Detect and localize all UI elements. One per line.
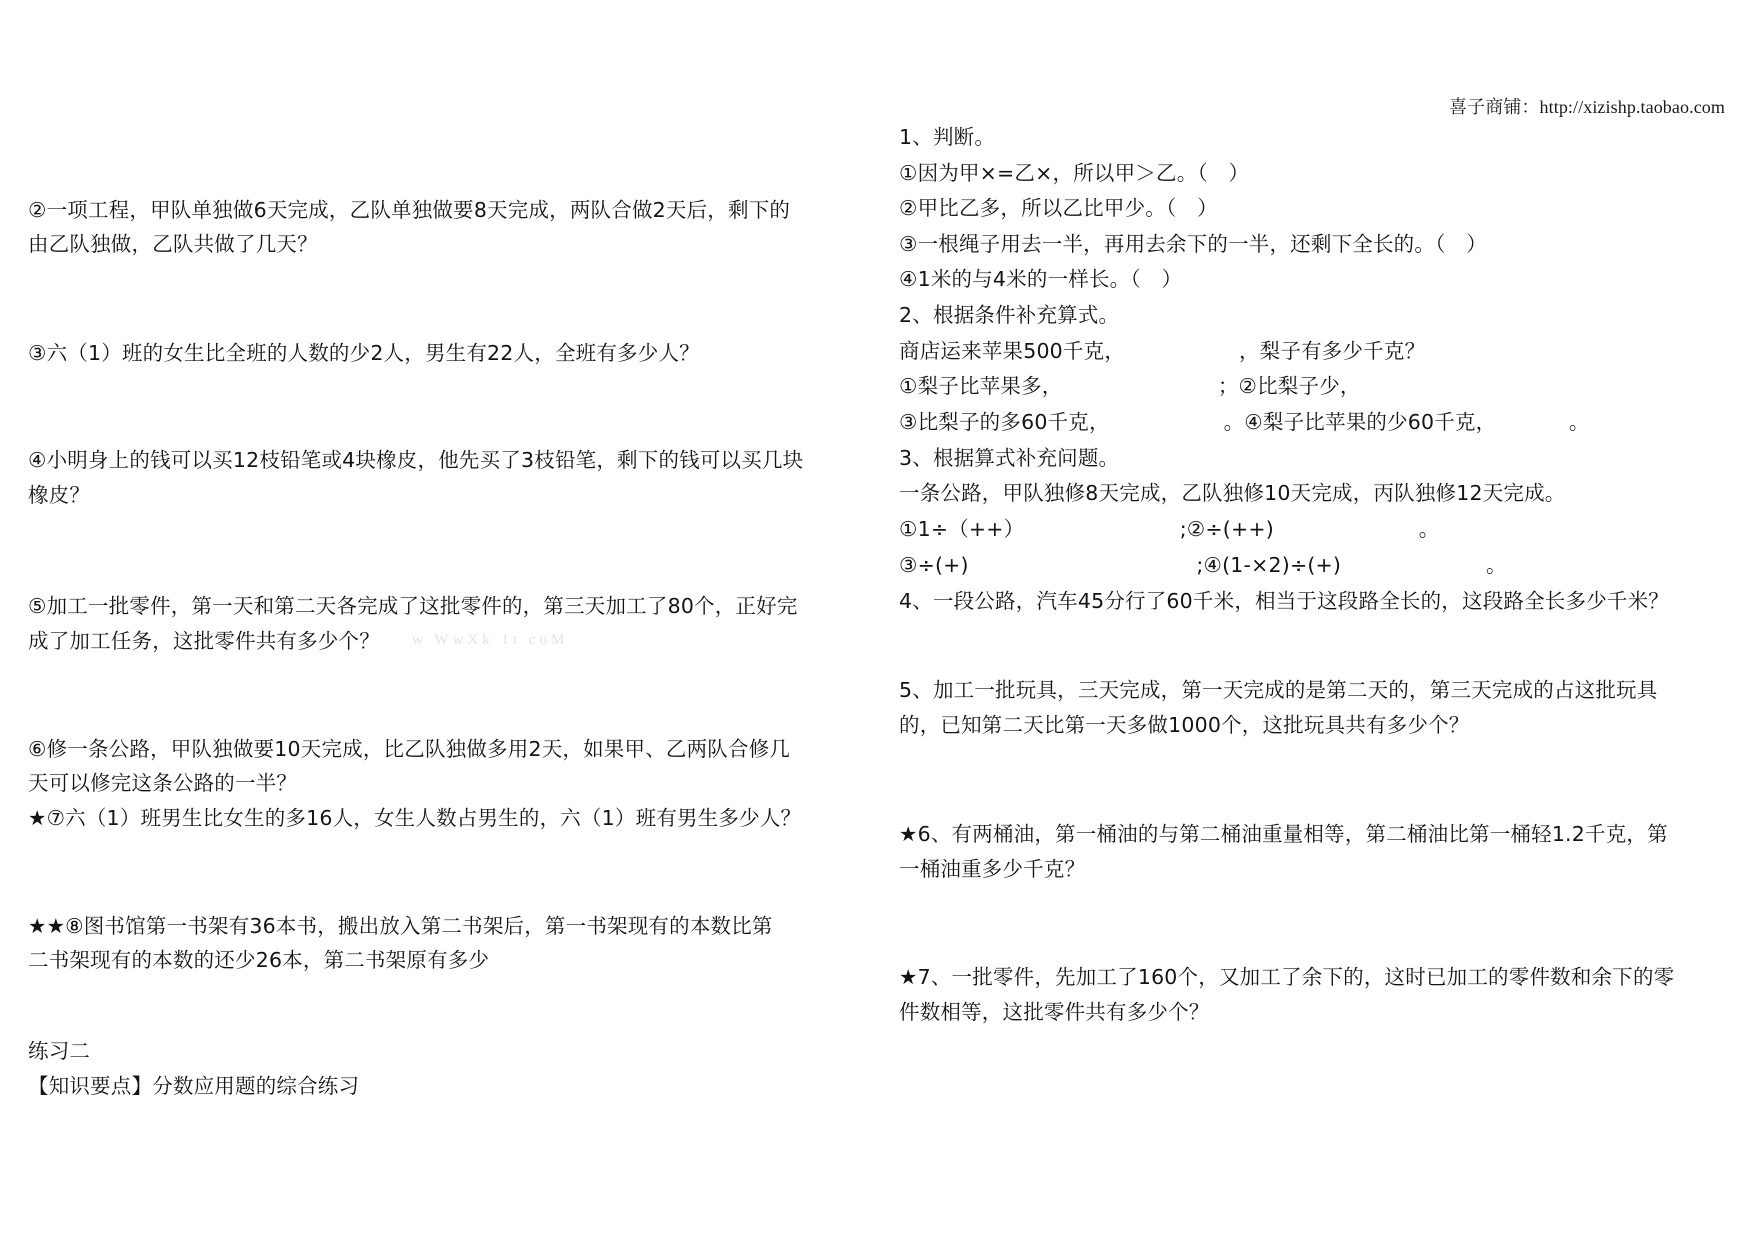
q5-line-2: 的，已知第二天比第一天多做1000个，这批玩具共有多少个？ [899, 713, 1470, 737]
q2-row-1: ①梨子比苹果多， ；②比梨子少， [899, 374, 1361, 398]
shop-header-note: 喜子商铺：http://xizishp.taobao.com [1449, 97, 1725, 117]
problem-6-line-1: ⑥修一条公路，甲队独做要10天完成，比乙队独做多用2天，如果甲、乙两队合修几 [28, 737, 791, 761]
problem-6-line-2: 天可以修完这条公路的一半？ [28, 771, 298, 795]
problem-7-line-1: ★⑦六（1）班男生比女生的多16人，女生人数占男生的，六（1）班有男生多少人？ [28, 806, 802, 830]
q1-item-2: ②甲比乙多，所以乙比甲少。（ ） [899, 196, 1218, 220]
q1-item-4: ④1米的与4米的一样长。（ ） [899, 267, 1183, 291]
knowledge-points-heading: 【知识要点】分数应用题的综合练习 [28, 1074, 360, 1098]
problem-8-line-1: ★★⑧图书馆第一书架有36本书，搬出放入第二书架后，第一书架现有的本数比第 [28, 914, 773, 938]
problem-4-line-1: ④小明身上的钱可以买12枝铅笔或4块橡皮，他先买了3枝铅笔，剩下的钱可以买几块 [28, 448, 804, 472]
problem-2-line-1: ②一项工程，甲队单独做6天完成，乙队单独做要8天完成，两队合做2天后，剩下的 [28, 198, 791, 222]
q1-item-3: ③一根绳子用去一半，再用去余下的一半，还剩下全长的。（ ） [899, 232, 1487, 256]
section-title-exercise-2: 练习二 [28, 1039, 91, 1063]
q2-stem: 商店运来苹果500千克， ，梨子有多少千克？ [899, 339, 1426, 363]
q2-row-2: ③比梨子的多60千克， 。④梨子比苹果的少60千克， 。 [899, 410, 1590, 434]
q2-title: 2、根据条件补充算式。 [899, 303, 1120, 327]
q3-row-1: ①1÷（++） ;②÷(++) 。 [899, 517, 1440, 541]
q4-text: 4、一段公路，汽车45分行了60千米，相当于这段路全长的，这段路全长多少千米？ [899, 589, 1670, 613]
q3-stem: 一条公路，甲队独修8天完成，乙队独修10天完成，丙队独修12天完成。 [899, 481, 1566, 505]
problem-8-line-2: 二书架现有的本数的还少26本，第二书架原有多少 [28, 948, 490, 972]
q6-line-1: ★6、有两桶油，第一桶油的与第二桶油重量相等，第二桶油比第一桶轻1.2千克，第 [899, 822, 1668, 846]
q1-item-1: ①因为甲×=乙×，所以甲＞乙。（ ） [899, 161, 1250, 185]
problem-5-line-1: ⑤加工一批零件，第一天和第二天各完成了这批零件的，第三天加工了80个，正好完 [28, 594, 798, 618]
problem-5-line-2: 成了加工任务，这批零件共有多少个？ [28, 629, 380, 653]
q3-row-2: ③÷(+) ;④(1-×2)÷(+) 。 [899, 553, 1507, 577]
q7-line-1: ★7、一批零件，先加工了160个，又加工了余下的，这时已加工的零件数和余下的零 [899, 965, 1675, 989]
watermark-text: w WwXk 1t coM [412, 632, 569, 648]
problem-3-line-1: ③六（1）班的女生比全班的人数的少2人，男生有22人，全班有多少人？ [28, 341, 700, 365]
q6-line-2: 一桶油重多少千克？ [899, 857, 1086, 881]
problem-4-line-2: 橡皮？ [28, 483, 91, 507]
problem-2-line-2: 由乙队独做，乙队共做了几天？ [28, 232, 318, 256]
q5-line-1: 5、加工一批玩具，三天完成，第一天完成的是第二天的，第三天完成的占这批玩具 [899, 678, 1658, 702]
q3-title: 3、根据算式补充问题。 [899, 446, 1120, 470]
q1-title: 1、判断。 [899, 125, 996, 149]
q7-line-2: 件数相等，这批零件共有多少个？ [899, 1000, 1210, 1024]
